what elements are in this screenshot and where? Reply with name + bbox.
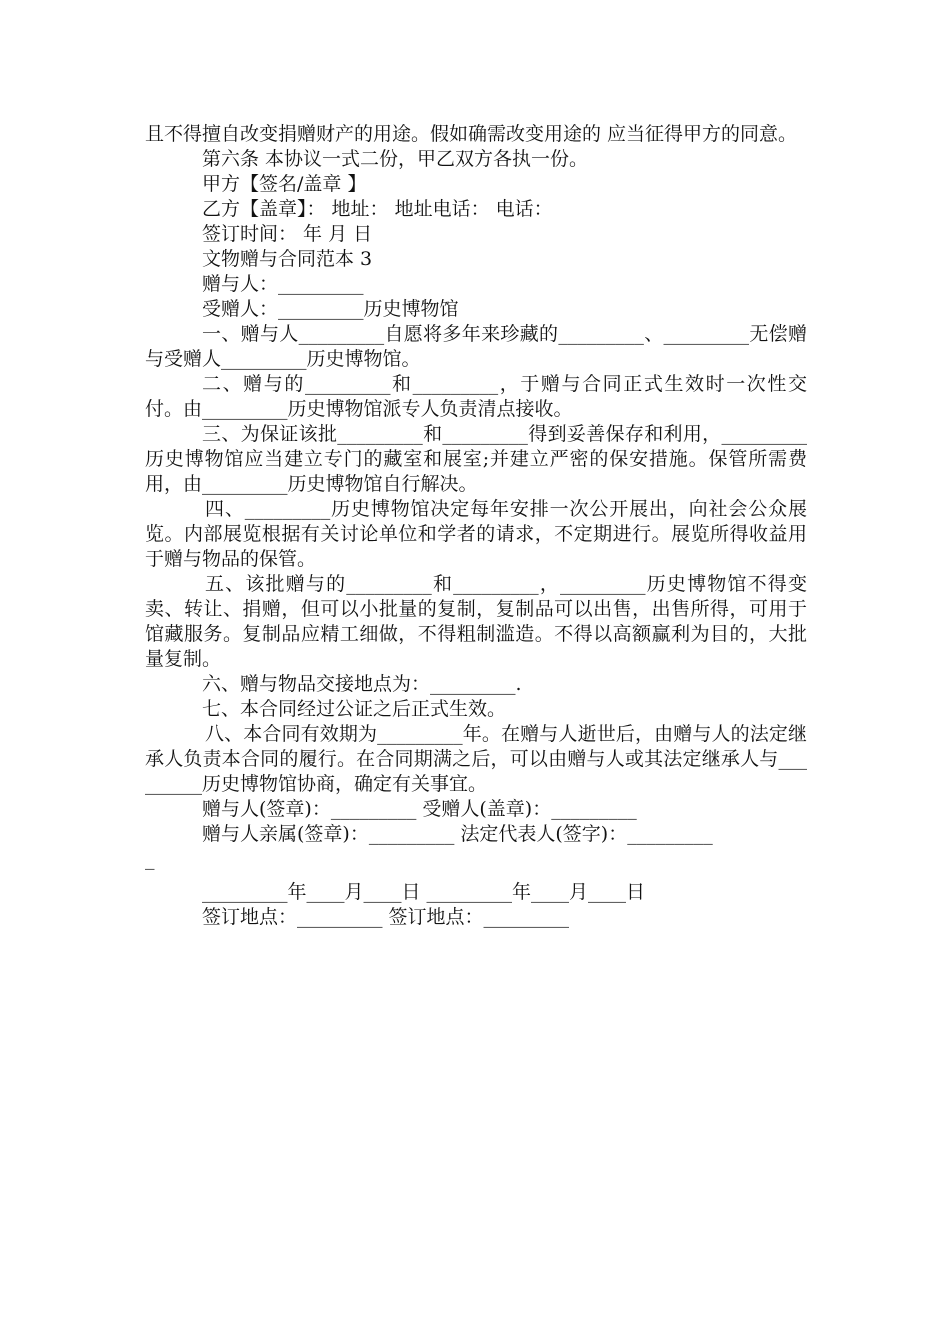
signature-relative-representative-line: 赠与人亲属(签章)：_________ 法定代表人(签字)：_________: [202, 823, 713, 845]
clause-six: 六、赠与物品交接地点为：_________.: [202, 673, 522, 695]
recipient-line: 受赠人：_________历史博物馆: [202, 298, 459, 320]
paragraph-article-six: 第六条 本协议一式二份，甲乙双方各执一份。: [202, 148, 589, 170]
party-b-signature-line: 乙方【盖章】： 地址： 地址电话： 电话：: [202, 198, 553, 220]
clause-two: 二、赠与的_________和_________，于赠与合同正式生效时一次性交付。由_________历史博物馆派专人负责清点接收。: [145, 373, 807, 420]
clause-three: 三、为保证该批_________和_________得到妥善保存和利用，_________历史博物馆应当建立专门的藏室和展室;并建立严密的保安措施。保管所需费用，由_________历史博物馆自行解决。: [145, 423, 807, 495]
signature-dates-line: _________年____月____日 _________年____月____日: [202, 881, 646, 903]
spacer: [145, 872, 807, 880]
party-a-signature-line: 甲方【签名/盖章 】: [202, 173, 367, 195]
clause-five: 五、该批赠与的_________和_________，_________历史博物馆不得变卖、转让、捐赠，但可以小批量的复制，复制品可以出售，出售所得，可用于馆藏服务。复制品应精工细做，不得粗制滥造。不得以高额赢利为目的，大批量复制。: [145, 573, 807, 670]
clause-four: 四、_________历史博物馆决定每年安排一次公开展出，向社会公众展览。内部展览根据有关讨论单位和学者的请求，不定期进行。展览所得收益用于赠与物品的保管。: [145, 498, 807, 570]
paragraph-usage-restriction: 且不得擅自改变捐赠财产的用途。假如确需改变用途的 应当征得甲方的同意。: [145, 123, 798, 145]
signing-places-line: 签订地点：_________ 签订地点：_________: [202, 906, 570, 928]
signature-donor-recipient-line: 赠与人(签章)：_________ 受赠人(盖章)：_________: [202, 798, 637, 820]
contract-document: [145, 122, 807, 930]
clause-one: 一、赠与人_________自愿将多年来珍藏的_________、_________无偿赠与受赠人_________历史博物馆。: [145, 323, 807, 370]
clause-seven: 七、本合同经过公证之后正式生效。: [202, 698, 507, 720]
donor-line: 赠与人：_________: [202, 273, 364, 295]
clause-eight: 八、本合同有效期为_________年。在赠与人逝世后，由赠与人的法定继承人负责本合同的履行。在合同期满之后，可以由赠与人或其法定继承人与_________历史博物馆协商，确定有关事宜。: [145, 723, 807, 795]
signing-date-line: 签订时间： 年 月 日: [202, 223, 373, 245]
underscore-continuation: _: [145, 848, 155, 870]
section-title: 文物赠与合同范本 3: [202, 248, 373, 270]
